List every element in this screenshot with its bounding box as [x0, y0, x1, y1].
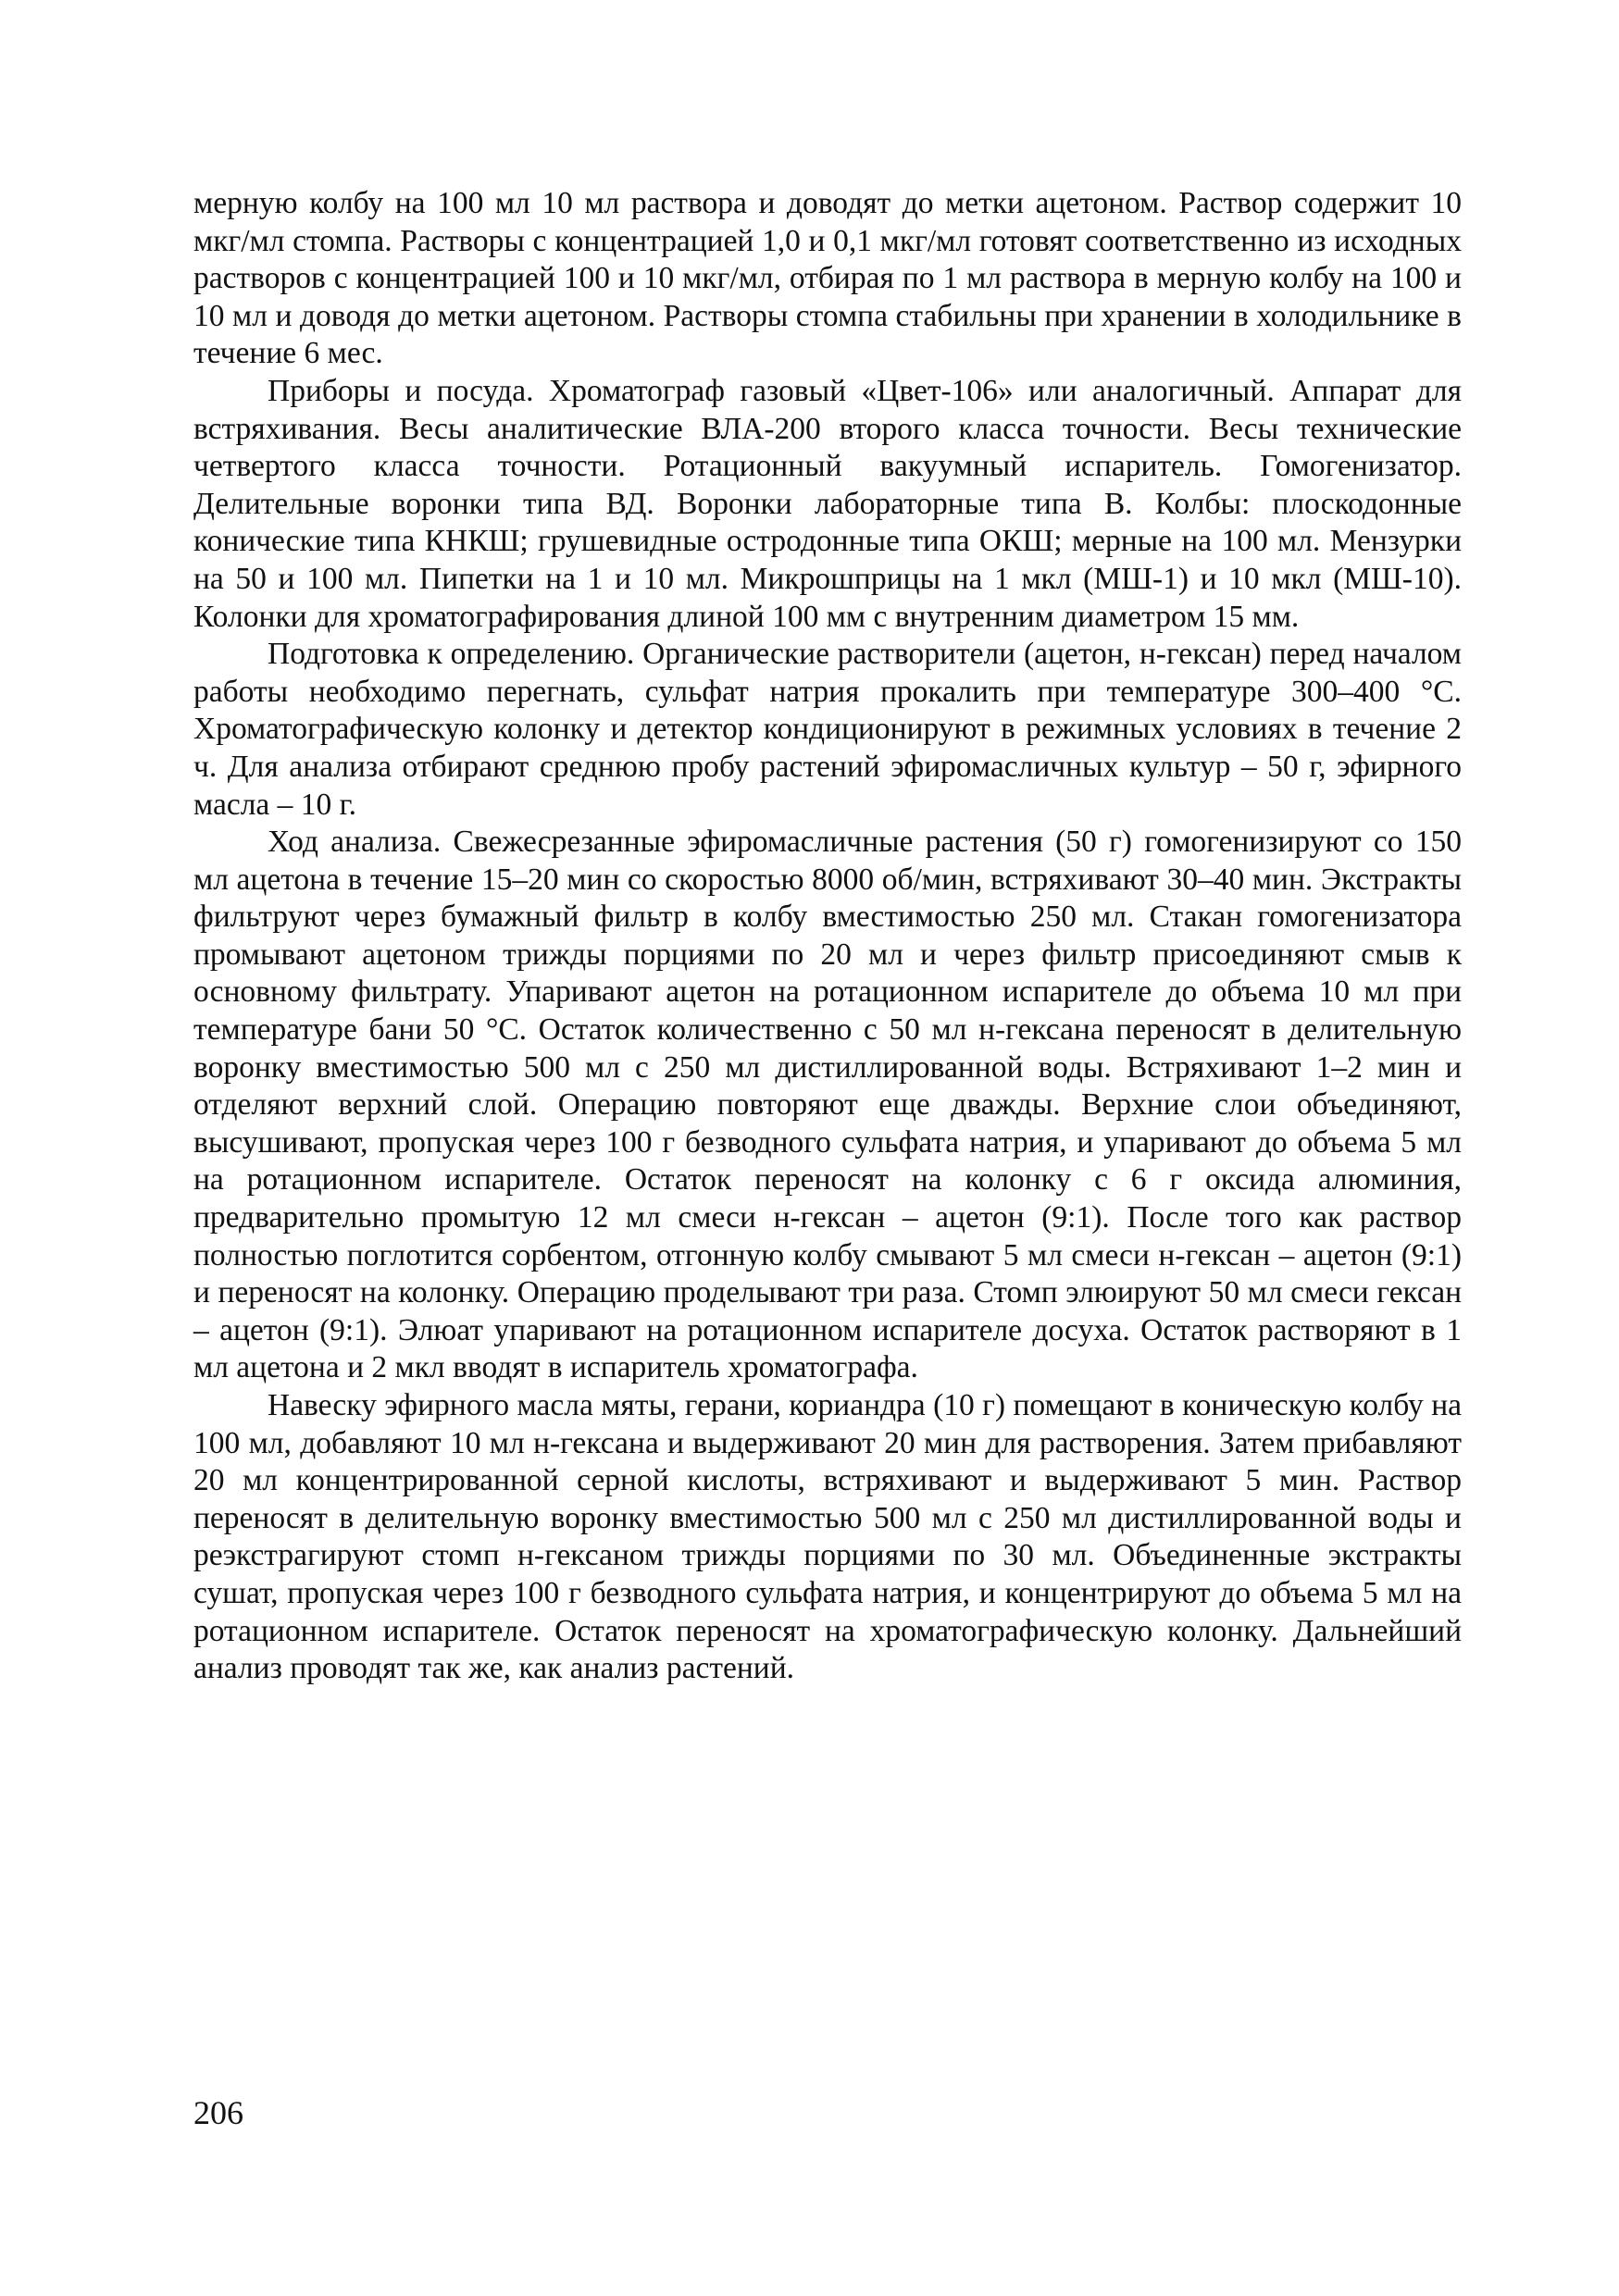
paragraph-5-text: Навеску эфирного масла мяты, герани, кориандра (10 г) помещают в коническую колбу на 100 мл, добавляют 10 мл н-гексана и выдерживают 20 мин для растворения. Затем прибавляют 20 мл концентрированной серной кислоты, встряхивают и выдерживают 5 мин. Раствор переносят в делительную воронку вместимостью 500 мл с 250 мл дистиллированной воды и реэкстрагируют стомп н-гексаном трижды порциями по 30 мл. Объединенные экстракты сушат, пропуская через 100 г безводного сульфата натрия, и концентрируют до объема 5 мл на ротационном испарителе. Остаток переносят на хроматографическую колонку. Дальнейший анализ проводят так же, как анализ растений. — [193, 1388, 1462, 1686]
page-number: 206 — [193, 2094, 243, 2131]
paragraph-4 — [193, 824, 1462, 1387]
page-body — [193, 185, 1462, 1688]
paragraph-4-lead: Ход анализа. — [268, 825, 442, 860]
paragraph-1-text: мерную колбу на 100 мл 10 мл раствора и доводят до метки ацетоном. Раствор содержит 10 мкг/мл стомпа. Растворы с концентрацией 1,0 и 0,1 мкг/мл готовят соответственно из исходных растворов с концентрацией 100 и 10 мкг/мл, отбирая по 1 мл раствора в мерную колбу на 100 и 10 мл и доводя до метки ацетоном. Растворы стомпа стабильны при хранении в холодильнике в течение 6 мес. — [193, 186, 1462, 371]
paragraph-2 — [193, 373, 1462, 636]
paragraph-3-lead: Подготовка к определению. — [268, 637, 635, 672]
paragraph-3 — [193, 636, 1462, 824]
paragraph-5 — [193, 1387, 1462, 1688]
paragraph-3-text: Органические растворители (ацетон, н-гексан) перед началом работы необходимо перегнать, сульфат натрия прокалить при температуре 300–400 °С. Хроматографическую колонку и детектор кондиционируют в режимных условиях в течение 2 ч. Для анализа отбирают среднюю пробу растений эфиромасличных культур – 50 г, эфирного масла – 10 г. — [193, 637, 1462, 822]
paragraph-4-text: Свежесрезанные эфиромасличные растения (50 г) гомогенизируют со 150 мл ацетона в течение 15–20 мин со скоростью 8000 об/мин, встряхивают 30–40 мин. Экстракты фильтруют через бумажный фильтр в колбу вместимостью 250 мл. Стакан гомогенизатора промывают ацетоном трижды порциями по 20 мл и через фильтр присоединяют смыв к основному фильтрату. Упаривают ацетон на ротационном испарителе до объема 10 мл при температуре бани 50 °С. Остаток количественно с 50 мл н-гексана переносят в делительную воронку вместимостью 500 мл с 250 мл дистиллированной воды. Встряхивают 1–2 мин и отделяют верхний слой. Операцию повторяют еще дважды. Верхние слои объединяют, высушивают, пропуская через 100 г безводного сульфата натрия, и упаривают до объема 5 мл на ротационном испарителе. Остаток переносят на колонку с 6 г оксида алюминия, предварительно промытую 12 мл смеси н-гексан – ацетон (9:1). После того как раствор полностью поглотится сорбентом, отгонную колбу смывают 5 мл смеси н-гексан – ацетон (9:1) и переносят на колонку. Операцию проделывают три раза. Стомп элюируют 50 мл смеси гексан – ацетон (9:1). Элюат упаривают на ротационном испарителе досуха. Остаток растворяют в 1 мл ацетона и 2 мкл вводят в испаритель хроматографа. — [193, 825, 1462, 1385]
paragraph-2-text: Хроматограф газовый «Цвет-106» или аналогичный. Аппарат для встряхивания. Весы аналитические ВЛА-200 второго класса точности. Весы технические четвертого класса точности. Ротационный вакуумный испаритель. Гомогенизатор. Делительные воронки типа ВД. Воронки лабораторные типа В. Колбы: плоскодонные конические типа КНКШ; грушевидные остродонные типа ОКШ; мерные на 100 мл. Мензурки на 50 и 100 мл. Пипетки на 1 и 10 мл. Микрошприцы на 1 мкл (МШ-1) и 10 мкл (МШ-10). Колонки для хроматографирования длиной 100 мм с внутренним диаметром 15 мм. — [193, 373, 1463, 634]
paragraph-1 — [193, 185, 1462, 373]
paragraph-2-lead: Приборы и посуда. — [268, 373, 534, 408]
